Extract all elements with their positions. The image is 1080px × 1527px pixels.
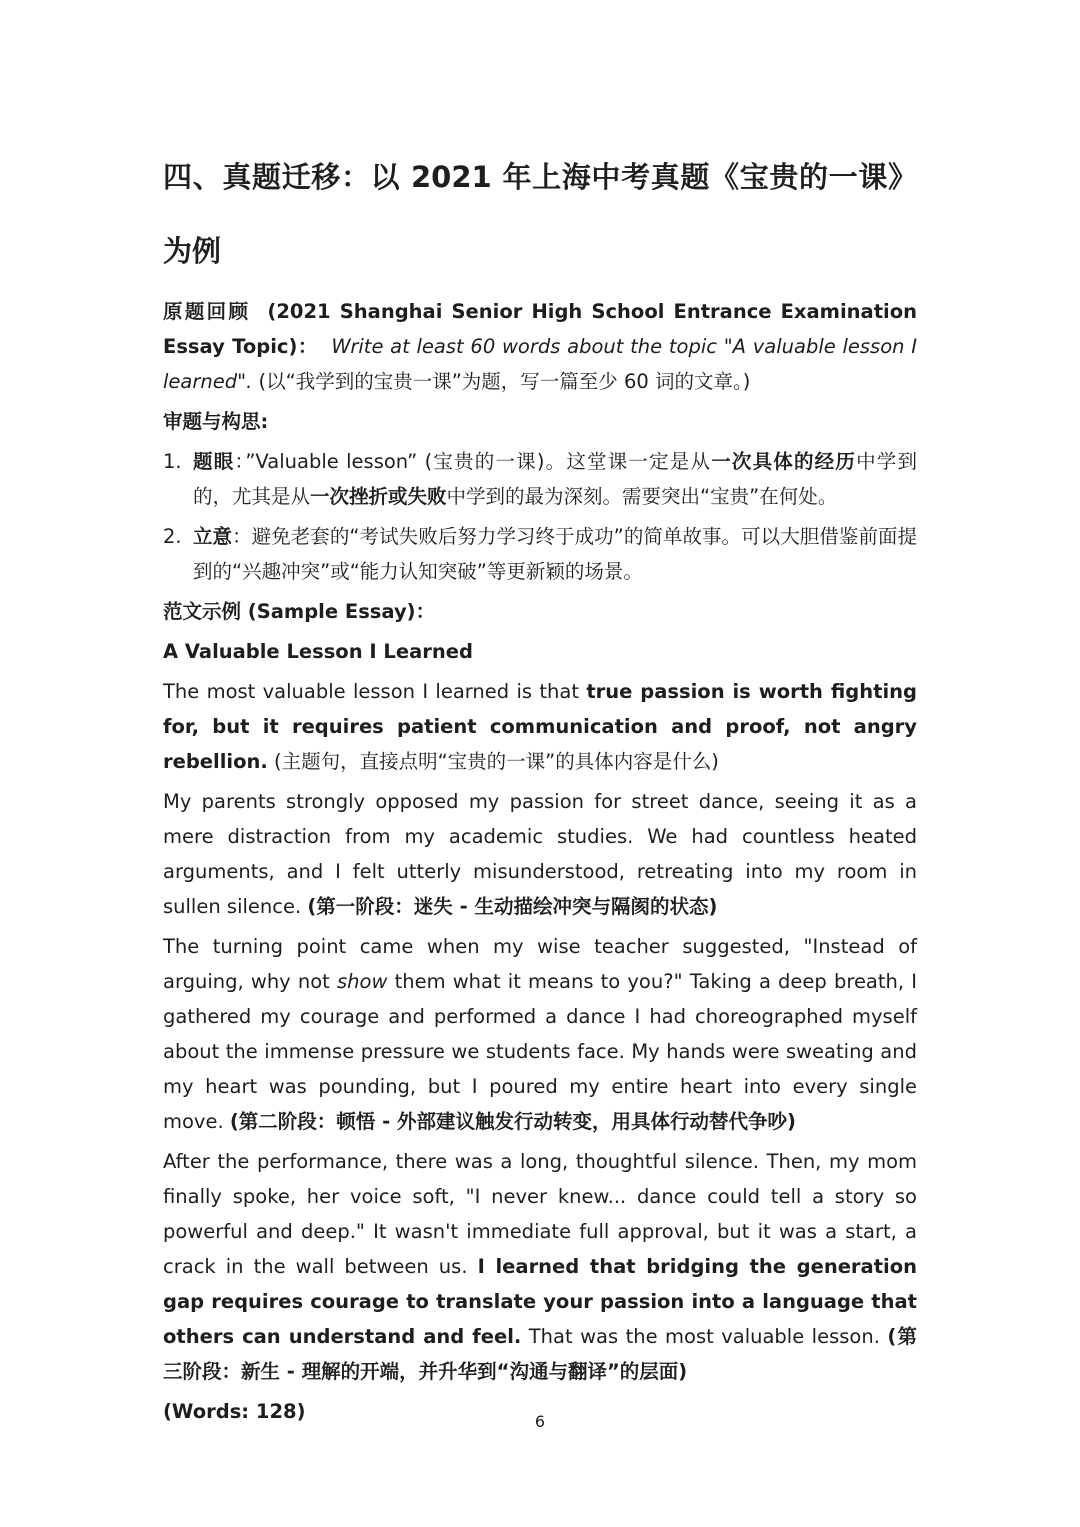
analysis-item-key: 题眼 <box>193 450 235 473</box>
section-heading: 四、真题迁移：以 2021 年上海中考真题《宝贵的一课》为例 <box>163 160 917 268</box>
essay-paragraph-2 <box>163 784 917 924</box>
analysis-item-text: ：避免老套的“考试失败后努力学习终于成功”的简单故事。可以大胆借鉴前面提到的“兴趣冲突”或“能力认知突破”等更新颖的场景。 <box>193 525 917 583</box>
essay-annotation: (第一阶段：迷失 - 生动描绘冲突与隔阂的状态) <box>307 895 718 918</box>
essay-paragraph-1 <box>163 674 917 779</box>
analysis-list <box>163 444 917 589</box>
essay-text: My parents strongly opposed my passion for street dance, seeing it as a mere distraction from my academic studies. We had countless heated arguments, and I felt utterly misunderstood, retreating into my room in sullen silence. <box>163 790 917 918</box>
essay-thesis: true passion is worth fighting for, but it requires patient communication and proof, not angry rebellion. <box>163 680 917 773</box>
word-count: (Words: 128) <box>163 1400 306 1423</box>
essay-text: The turning point came when my wise teacher suggested, "Instead of arguing, why not <box>163 935 917 993</box>
essay-conclusion: I learned that bridging the generation gap requires courage to translate your passion into a language that others can understand and feel. <box>163 1255 917 1348</box>
page-number: 6 <box>534 1412 546 1431</box>
analysis-item-number: 1. <box>163 450 182 473</box>
essay-text: The most valuable lesson I learned is that <box>163 680 587 703</box>
analysis-item-2 <box>163 519 917 589</box>
essay-annotation: (第二阶段：顿悟 - 外部建议触发行动转变，用具体行动替代争吵) <box>229 1110 796 1133</box>
essay-text: After the performance, there was a long, thoughtful silence. Then, my mom finally spoke, her voice soft, "I never knew... dance could tell a story so powerful and deep." It wasn't immediate full approval, but it was a start, a crack in the wall between us. <box>163 1150 917 1278</box>
original-topic-source: (2021 Shanghai Senior High School Entrance Examination Essay Topic)： <box>163 300 917 358</box>
original-topic-translation: (以“我学到的宝贵一课”为题，写一篇至少 60 词的文章。) <box>252 370 751 393</box>
essay-title: A Valuable Lesson I Learned <box>163 640 473 663</box>
analysis-item-emphasis: 一次挫折或失败 <box>310 485 447 508</box>
essay-text: them what it means to you?" Taking a deep breath, I gathered my courage and performed a dance I had choreographed myself about the immense pressure we students face. My hands were sweating and my heart was pounding, but I poured my entire heart into every single move. <box>163 970 918 1133</box>
analysis-item-text: 中学到的最为深刻。需要突出“宝贵”在何处。 <box>446 485 838 508</box>
analysis-item-text: ：”Valuable lesson” (宝贵的一课)。这堂课一定是从 <box>234 450 712 473</box>
essay-emphasis: show <box>337 970 388 993</box>
analysis-label: 审题与构思: <box>163 410 269 433</box>
analysis-item-1 <box>163 444 917 514</box>
analysis-item-number: 2. <box>163 525 182 548</box>
sample-essay-label: 范文示例 (Sample Essay)： <box>163 600 436 623</box>
page-content <box>163 140 917 1434</box>
essay-annotation: (主题句，直接点明“宝贵的一课”的具体内容是什么) <box>267 750 719 773</box>
original-topic-paragraph <box>163 294 917 399</box>
essay-annotation: (第三阶段：新生 - 理解的开端，并升华到“沟通与翻译”的层面) <box>163 1325 918 1383</box>
analysis-item-key: 立意 <box>193 525 233 548</box>
essay-text: That was the most valuable lesson. <box>521 1325 888 1348</box>
original-topic-label: 原题回顾 <box>163 300 251 323</box>
essay-paragraph-4 <box>163 1144 917 1389</box>
analysis-item-emphasis: 一次具体的经历 <box>711 450 857 473</box>
essay-paragraph-3 <box>163 929 917 1139</box>
original-topic-prompt: Write at least 60 words about the topic "A valuable lesson I learned". <box>163 335 917 393</box>
analysis-item-text: 中学到的，尤其是从 <box>193 450 917 508</box>
